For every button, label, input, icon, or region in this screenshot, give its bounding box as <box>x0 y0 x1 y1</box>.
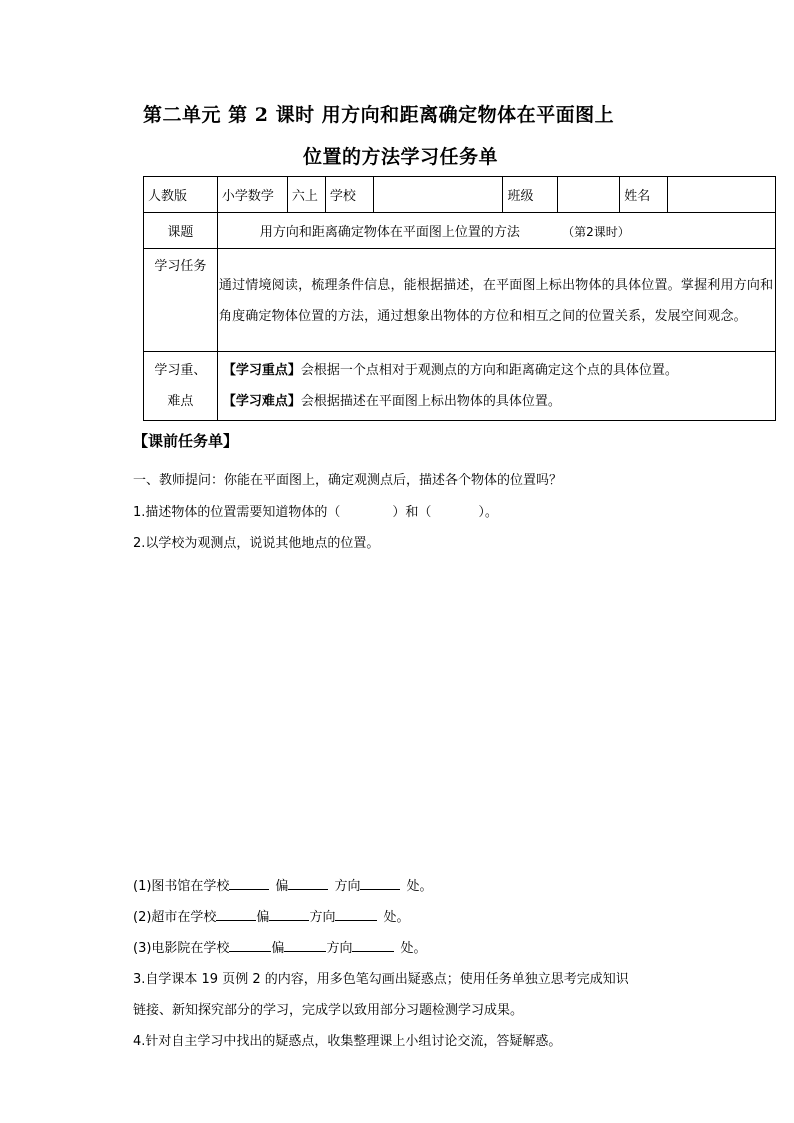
key-tag: 【学习重点】 <box>222 363 301 378</box>
class-label: 班级 <box>503 177 558 213</box>
table-row <box>144 213 776 249</box>
task-text: 通过情境阅读，梳理条件信息，能根据描述，在平面图上标出物体的具体位置。掌握利用方向和角度确定物体位置的方法，通过想象出物体的方位和相互之间的位置关系，发展空间观念。 <box>217 249 775 352</box>
table-row <box>144 177 776 213</box>
blank-field[interactable] <box>269 907 309 921</box>
blank-field[interactable] <box>360 876 400 890</box>
name-field[interactable] <box>668 177 776 213</box>
publisher-cell: 人教版 <box>144 177 218 213</box>
q1-1-part-c: ）。 <box>478 505 498 520</box>
difficult-tag: 【学习难点】 <box>222 394 301 409</box>
grade-cell: 六上 <box>287 177 325 213</box>
fill-line-supermarket <box>133 906 409 925</box>
title-line-2: 位置的方法学习任务单 <box>303 146 499 168</box>
topic-cell <box>217 213 775 249</box>
fill-line-cinema <box>133 937 426 956</box>
question-1-1 <box>133 501 498 520</box>
fill-text: 方向 <box>334 879 361 894</box>
table-row <box>144 352 776 421</box>
difficult-text: 会根据描述在平面图上标出物体的具体位置。 <box>300 394 561 409</box>
question-3-line-1: 3.自学课本 19 页例 2 的内容，用多色笔勾画出疑惑点；使用任务单独立思考完成知识 <box>133 972 629 987</box>
blank-field[interactable] <box>335 907 377 921</box>
topic-label: 课题 <box>144 213 218 249</box>
blank-field[interactable] <box>288 876 328 890</box>
fill-text: 方向 <box>326 941 353 956</box>
table-row <box>144 249 776 352</box>
focus-label <box>144 352 218 421</box>
question-4: 4.针对自主学习中找出的疑惑点，收集整理课上小组讨论交流，答疑解惑。 <box>133 1034 562 1049</box>
blank-field[interactable] <box>216 907 256 921</box>
class-field[interactable] <box>558 177 620 213</box>
fill-text: 方向 <box>309 910 336 925</box>
q1-1-part-a: 1.描述物体的位置需要知道物体的（ <box>133 505 341 520</box>
fill-text: 处。 <box>400 941 427 956</box>
difficult-point <box>223 386 771 417</box>
question-1: 一、教师提问：你能在平面图上，确定观测点后，描述各个物体的位置吗？ <box>133 473 563 488</box>
topic-note: （第2课时） <box>562 225 630 239</box>
task-label: 学习任务 <box>144 249 218 352</box>
title-line-1: 第二单元 第 2 课时 用方向和距离确定物体在平面图上 <box>143 104 615 126</box>
q1-1-part-b: ）和（ <box>392 505 432 520</box>
focus-cell <box>217 352 775 421</box>
fill-text: 偏 <box>271 941 285 956</box>
subject-cell: 小学数学 <box>217 177 287 213</box>
fill-text: 处。 <box>406 879 433 894</box>
school-field[interactable] <box>373 177 503 213</box>
info-table <box>143 176 776 421</box>
school-label: 学校 <box>325 177 373 213</box>
focus-label-line-2: 难点 <box>167 394 194 409</box>
focus-label-line-1: 学习重、 <box>154 363 207 378</box>
name-label: 姓名 <box>620 177 668 213</box>
question-1-2: 2.以学校为观测点，说说其他地点的位置。 <box>133 536 380 551</box>
key-point <box>223 355 771 386</box>
section-title: 【课前任务单】 <box>133 432 239 450</box>
fill-text: 处。 <box>383 910 410 925</box>
fill-text: 偏 <box>275 879 289 894</box>
blank-field[interactable] <box>229 876 269 890</box>
key-text: 会根据一个点相对于观测点的方向和距离确定这个点的具体位置。 <box>300 363 678 378</box>
question-3-line-2: 链接、新知探究部分的学习，完成学以致用部分习题检测学习成果。 <box>133 1003 524 1018</box>
topic-value: 用方向和距离确定物体在平面图上位置的方法 <box>259 225 520 240</box>
blank-field[interactable] <box>229 938 271 952</box>
fill-text: 偏 <box>256 910 270 925</box>
fill-text: (2)超市在学校 <box>133 910 217 925</box>
fill-line-library <box>133 875 432 894</box>
fill-text: (1)图书馆在学校 <box>133 879 230 894</box>
fill-text: (3)电影院在学校 <box>133 941 230 956</box>
blank-field[interactable] <box>352 938 394 952</box>
blank-field[interactable] <box>284 938 326 952</box>
